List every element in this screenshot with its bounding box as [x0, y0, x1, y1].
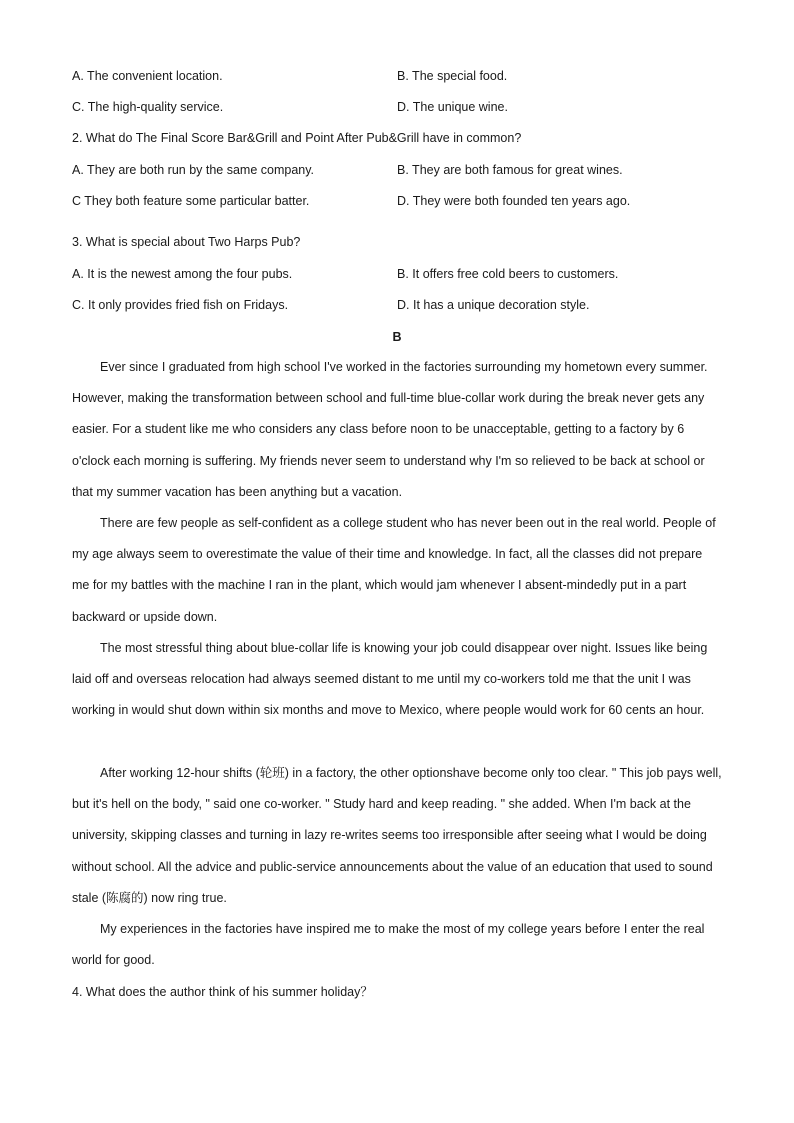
q3-question: 3. What is special about Two Harps Pub?: [72, 235, 301, 249]
q2-option-c: C They both feature some particular batter.: [72, 194, 310, 208]
q2-option-d: D. They were both founded ten years ago.: [397, 194, 631, 208]
q3-option-c: C. It only provides fried fish on Fridays.: [72, 298, 289, 312]
q1-option-a: A. The convenient location.: [72, 69, 223, 83]
passage-paragraph-3: The most stressful thing about blue-collar life is knowing your job could disappear over night. Issues like being laid off and overseas relocation had always seemed distant to me until my co-workers told me that the unit I was working in would shut down within six months and move to Mexico, where people would work for 60 cents an hour.: [72, 641, 708, 718]
q1-option-b: B. The special food.: [397, 69, 508, 83]
q2-question: 2. What do The Final Score Bar&Grill and Point After Pub&Grill have in common?: [72, 131, 522, 145]
q3-option-d: D. It has a unique decoration style.: [397, 298, 590, 312]
q3-option-b: B. It offers free cold beers to customers.: [397, 267, 619, 281]
passage-paragraph-4: After working 12-hour shifts (轮班) in a factory, the other optionshave become only too clear. " This job pays well, but it's hell on the body, " said one co-worker. " Study hard and keep reading. " she added. When I'm back at the university, skipping classes and turning in lazy re-writes seems too irresponsible after seeing what I would be doing without school. All the advice and public-service announcements about the value of an education that used to sound stale (陈腐的) now ring true.: [72, 766, 722, 905]
q3-option-a: A. It is the newest among the four pubs.: [72, 267, 293, 281]
passage-paragraph-5: My experiences in the factories have inspired me to make the most of my college years before I enter the real world for good.: [72, 922, 705, 968]
passage-paragraph-1: Ever since I graduated from high school I've worked in the factories surrounding my hometown every summer. However, making the transformation between school and full-time blue-collar work during the break never gets any easier. For a student like me who considers any class before noon to be unacceptable, getting to a factory by 6 o'clock each morning is suffering. My friends never seem to understand why I'm so relieved to be back at school or that my summer vacation has been anything but a vacation.: [72, 360, 708, 499]
section-b-title: B: [392, 330, 402, 344]
q2-option-b: B. They are both famous for great wines.: [397, 163, 623, 177]
q2-option-a: A. They are both run by the same company.: [72, 163, 315, 177]
passage-paragraph-2: There are few people as self-confident as a college student who has never been out in the real world. People of my age always seem to overestimate the value of their time and knowledge. In fact, all the classes did not prepare me for my battles with the machine I ran in the plant, which would jam whenever I absent-mindedly put in a part backward or upside down.: [72, 516, 716, 624]
q1-option-c: C. The high-quality service.: [72, 100, 224, 114]
q1-option-d: D. The unique wine.: [397, 100, 508, 114]
q4-question: 4. What does the author think of his summer holiday？: [72, 985, 373, 999]
